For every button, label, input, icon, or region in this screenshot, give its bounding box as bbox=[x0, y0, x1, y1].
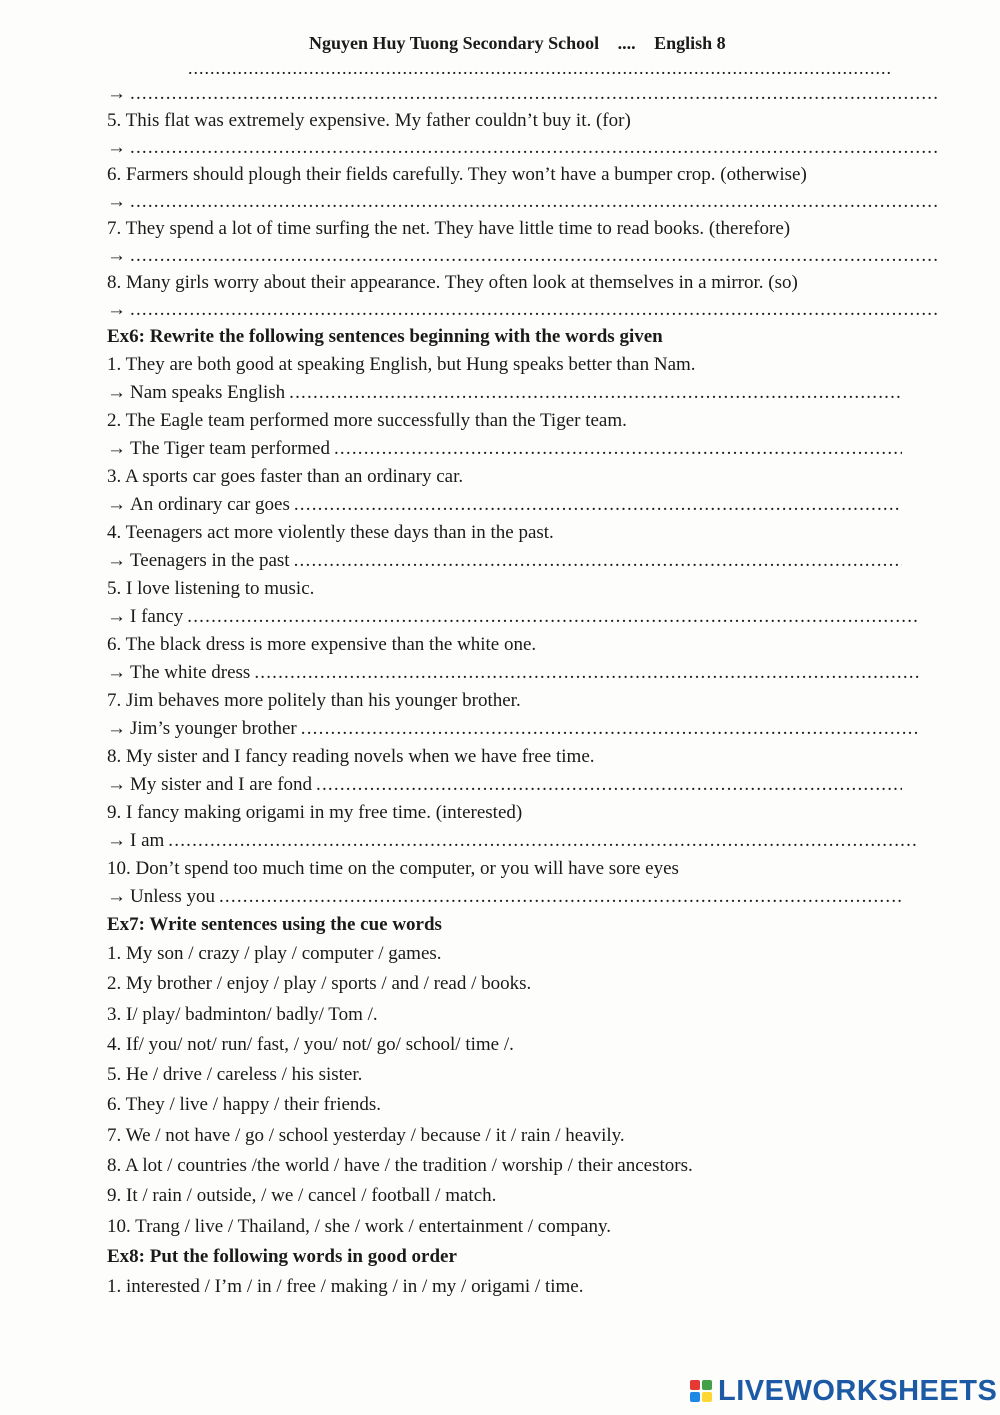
arrow-icon: → bbox=[107, 83, 126, 104]
answer-line[interactable] bbox=[107, 296, 937, 323]
item-number: 5. bbox=[107, 110, 122, 131]
arrow-icon: → bbox=[107, 245, 126, 266]
answer-line[interactable] bbox=[107, 80, 937, 107]
exercise-item bbox=[107, 1272, 937, 1302]
item-number: 3. bbox=[107, 1003, 122, 1025]
item-number: 2. bbox=[107, 410, 122, 431]
exercise-item bbox=[107, 269, 937, 296]
answer-line[interactable] bbox=[107, 715, 919, 743]
exercise-item bbox=[107, 463, 937, 491]
school-name: Nguyen Huy Tuong Secondary School bbox=[309, 33, 600, 53]
answer-blank[interactable] bbox=[289, 379, 902, 407]
arrow-icon: → bbox=[107, 662, 126, 683]
item-number: 5. bbox=[107, 1064, 122, 1086]
arrow-icon: → bbox=[107, 718, 126, 739]
answer-blank[interactable] bbox=[168, 827, 919, 855]
liveworksheets-logo bbox=[690, 1375, 997, 1407]
exercise-item bbox=[107, 215, 937, 242]
item-text: A lot / countries /the world / have / the tradition / worship / their ancestors. bbox=[124, 1155, 693, 1177]
item-text: I fancy making origami in my free time. (interested) bbox=[126, 802, 523, 823]
exercise-item bbox=[107, 1090, 937, 1120]
item-text: My son / crazy / play / computer / games. bbox=[126, 943, 442, 964]
ex6-title: Ex6: Rewrite the following sentences beginning with the words given bbox=[107, 326, 663, 347]
item-text: Farmers should plough their fields carefully. They won’t have a bumper crop. (otherwise) bbox=[126, 164, 807, 185]
answer-lead: Jim’s younger brother bbox=[130, 718, 297, 739]
exercise-item bbox=[107, 1212, 937, 1242]
answer-blank[interactable] bbox=[130, 296, 937, 323]
item-text: If/ you/ not/ run/ fast, / you/ not/ go/ school/ time /. bbox=[126, 1033, 514, 1055]
exercise-item bbox=[107, 969, 937, 999]
item-number: 7. bbox=[107, 690, 122, 711]
ex7-title: Ex7: Write sentences using the cue words bbox=[107, 914, 442, 935]
arrow-icon: → bbox=[107, 137, 126, 158]
answer-lead: I fancy bbox=[130, 606, 184, 627]
answer-line[interactable] bbox=[107, 827, 919, 855]
answer-blank[interactable] bbox=[301, 715, 919, 743]
logo-square bbox=[690, 1380, 700, 1390]
exercise-item bbox=[107, 1121, 937, 1151]
item-number: 1. bbox=[107, 1276, 122, 1298]
exercise-item bbox=[107, 1181, 937, 1211]
item-text: They spend a lot of time surfing the net. They have little time to read books. (therefore) bbox=[125, 218, 791, 239]
answer-blank[interactable] bbox=[334, 435, 902, 463]
answer-blank[interactable] bbox=[130, 134, 937, 161]
arrow-icon: → bbox=[107, 830, 126, 851]
item-text: I/ play/ badminton/ badly/ Tom /. bbox=[126, 1003, 378, 1025]
item-text: The black dress is more expensive than the white one. bbox=[125, 634, 537, 655]
ex8-title: Ex8: Put the following words in good order bbox=[107, 1245, 457, 1267]
answer-line[interactable] bbox=[107, 659, 919, 687]
item-number: 9. bbox=[107, 1185, 122, 1207]
exercise-item bbox=[107, 743, 937, 771]
item-text: Don’t spend too much time on the computer, or you will have sore eyes bbox=[135, 858, 679, 879]
answer-blank[interactable] bbox=[130, 80, 937, 107]
exercise-item bbox=[107, 939, 937, 969]
answer-line[interactable] bbox=[107, 771, 902, 799]
arrow-icon: → bbox=[107, 550, 126, 571]
item-text: Jim behaves more politely than his younger brother. bbox=[126, 690, 521, 711]
answer-line[interactable] bbox=[107, 435, 902, 463]
answer-blank[interactable] bbox=[294, 491, 902, 519]
answer-line[interactable] bbox=[107, 883, 902, 911]
item-number: 9. bbox=[107, 802, 122, 823]
item-number: 1. bbox=[107, 354, 122, 375]
answer-lead: Unless you bbox=[130, 886, 215, 907]
logo-square bbox=[702, 1380, 712, 1390]
item-number: 6. bbox=[107, 1094, 122, 1116]
arrow-icon: → bbox=[107, 886, 126, 907]
item-number: 10. bbox=[107, 858, 131, 879]
exercise-item bbox=[107, 687, 937, 715]
exercise-item bbox=[107, 407, 937, 435]
exercise-item bbox=[107, 107, 937, 134]
answer-blank[interactable] bbox=[294, 547, 902, 575]
item-number: 3. bbox=[107, 466, 122, 487]
answer-lead: An ordinary car goes bbox=[130, 494, 290, 515]
answer-lead: The white dress bbox=[130, 662, 251, 683]
item-number: 1. bbox=[107, 943, 122, 964]
item-number: 8. bbox=[107, 272, 122, 293]
item-text: Teenagers act more violently these days than in the past. bbox=[125, 522, 554, 543]
item-text: I love listening to music. bbox=[126, 578, 315, 599]
item-text: They are both good at speaking English, but Hung speaks better than Nam. bbox=[125, 354, 696, 375]
answer-blank[interactable] bbox=[130, 188, 937, 215]
item-text: The Eagle team performed more successfully than the Tiger team. bbox=[125, 410, 627, 431]
answer-blank[interactable] bbox=[219, 883, 902, 911]
item-number: 5. bbox=[107, 578, 122, 599]
item-number: 6. bbox=[107, 634, 122, 655]
answer-lead: My sister and I are fond bbox=[130, 774, 313, 795]
answer-blank[interactable] bbox=[187, 603, 919, 631]
answer-lead: Nam speaks English bbox=[130, 382, 286, 403]
exercise-item bbox=[107, 351, 937, 379]
item-text: He / drive / careless / his sister. bbox=[126, 1064, 363, 1086]
arrow-icon: → bbox=[107, 191, 126, 212]
exercise-item bbox=[107, 575, 937, 603]
answer-line[interactable] bbox=[107, 188, 937, 215]
item-number: 2. bbox=[107, 973, 122, 995]
answer-line[interactable] bbox=[107, 242, 937, 269]
arrow-icon: → bbox=[107, 606, 126, 627]
item-number: 6. bbox=[107, 164, 122, 185]
exercise-item bbox=[107, 519, 937, 547]
item-number: 10. bbox=[107, 1215, 131, 1237]
item-number: 8. bbox=[107, 1155, 122, 1177]
answer-line[interactable] bbox=[107, 134, 937, 161]
answer-blank[interactable] bbox=[130, 242, 937, 269]
subject-name: English 8 bbox=[654, 33, 726, 53]
logo-square bbox=[702, 1392, 712, 1402]
exercise-item bbox=[107, 161, 937, 188]
liveworksheets-mark-icon bbox=[690, 1380, 712, 1402]
item-text: This flat was extremely expensive. My father couldn’t buy it. (for) bbox=[125, 110, 631, 131]
item-text: We / not have / go / school yesterday / because / it / rain / heavily. bbox=[125, 1124, 625, 1146]
item-text: My sister and I fancy reading novels when we have free time. bbox=[126, 746, 595, 767]
answer-line[interactable] bbox=[107, 379, 902, 407]
item-text: They / live / happy / their friends. bbox=[125, 1094, 382, 1116]
item-text: A sports car goes faster than an ordinary car. bbox=[124, 466, 464, 487]
exercise-item bbox=[107, 1060, 937, 1090]
exercise-item bbox=[107, 855, 937, 883]
item-text: Trang / live / Thailand, / she / work / entertainment / company. bbox=[135, 1215, 611, 1237]
item-number: 7. bbox=[107, 1124, 122, 1146]
answer-line[interactable] bbox=[107, 547, 902, 575]
item-text: interested / I’m / in / free / making / in / my / origami / time. bbox=[126, 1276, 584, 1298]
exercise-item bbox=[107, 1030, 937, 1060]
item-text: Many girls worry about their appearance. They often look at themselves in a mirror. (so) bbox=[126, 272, 798, 293]
answer-blank[interactable] bbox=[254, 659, 919, 687]
answer-lead: I am bbox=[130, 830, 165, 851]
answer-lead: Teenagers in the past bbox=[130, 550, 290, 571]
logo-text: LIVEWORKSHEETS bbox=[718, 1374, 998, 1407]
answer-line[interactable] bbox=[107, 491, 902, 519]
arrow-icon: → bbox=[107, 382, 126, 403]
exercise-item bbox=[107, 631, 937, 659]
item-number: 4. bbox=[107, 522, 122, 543]
worksheet-content bbox=[107, 80, 937, 1303]
header-separator: .... bbox=[617, 33, 636, 53]
exercise-item bbox=[107, 799, 937, 827]
arrow-icon: → bbox=[107, 774, 126, 795]
arrow-icon: → bbox=[107, 438, 126, 459]
arrow-icon: → bbox=[107, 494, 126, 515]
exercise-item bbox=[107, 1151, 937, 1181]
answer-line[interactable] bbox=[107, 603, 919, 631]
answer-blank-top[interactable]: ................................................................................................................................ bbox=[188, 58, 892, 78]
page-header bbox=[309, 33, 726, 54]
arrow-icon: → bbox=[107, 299, 126, 320]
item-text: My brother / enjoy / play / sports / and / read / books. bbox=[126, 973, 532, 995]
item-number: 7. bbox=[107, 218, 122, 239]
answer-blank[interactable] bbox=[316, 771, 902, 799]
item-number: 8. bbox=[107, 746, 122, 767]
item-text: It / rain / outside, / we / cancel / football / match. bbox=[126, 1185, 497, 1207]
answer-lead: The Tiger team performed bbox=[130, 438, 330, 459]
exercise-item bbox=[107, 1000, 937, 1030]
logo-square bbox=[690, 1392, 700, 1402]
item-number: 4. bbox=[107, 1033, 122, 1055]
